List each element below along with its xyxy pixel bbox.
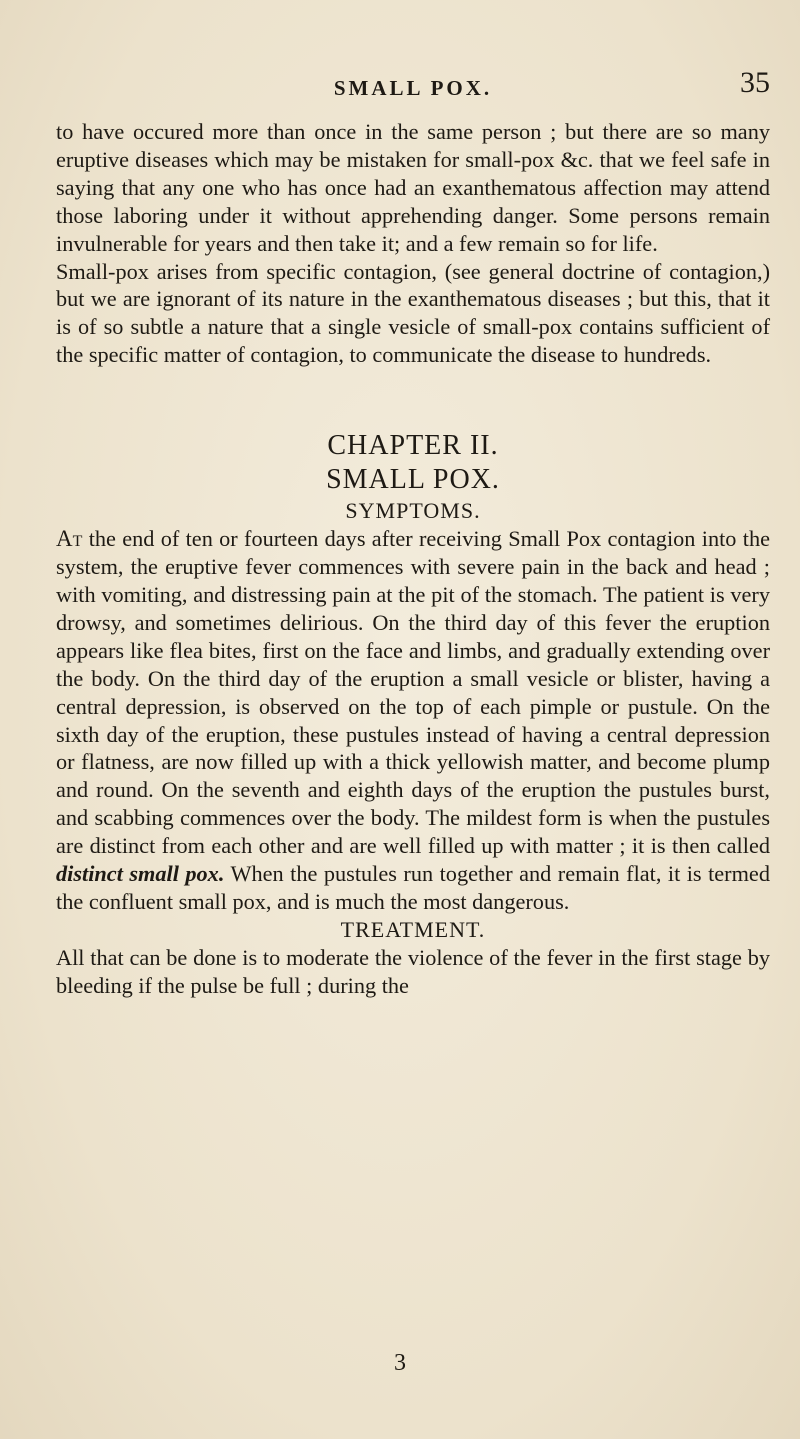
symptoms-paragraph: [56, 525, 770, 916]
symptoms-text-continued: When the pustules run together and remain flat, it is termed the confluent small pox, and is much the most dangerous.: [56, 861, 770, 914]
distinct-small-pox-term: distinct small pox.: [56, 861, 225, 887]
section-gap: [56, 369, 770, 429]
symptoms-text: the end of ten or fourteen days after receiving Small Pox contagion into the system, the eruptive fever commences with severe pain in the back and head ; with vomiting, and distressing pain at the pit of the stomach. The patient is very drowsy, and sometimes delirious. On the third day of this fever the eruption appears like flea bites, first on the face and limbs, and gradually extending over the body. On the third day of the eruption a small vesicle or blister, having a central depression, is observed on the top of each pimple or pustule. On the sixth day of the eruption, these pustules instead of having a central depression or flatness, are now filled up with a thick yellowish matter, and become plump and round. On the seventh and eighth days of the eruption the pustules burst, and scabbing commences over the body. The mildest form is when the pustules are distinct from each other and are well filled up with matter ; it is then called: [56, 526, 770, 859]
contagion-paragraph: Small-pox arises from specific contagion, (see general doctrine of contagion,) but we are ignorant of its nature in the exanthematous diseases ; but this, that it is of so subtle a nature that a single vesicle of small-pox contains sufficient of the specific matter of contagion, to communicate the disease to hundreds.: [56, 258, 770, 368]
symptoms-lead-word: At: [56, 526, 83, 552]
running-title: SMALL POX.: [333, 76, 493, 100]
page-number: 35: [740, 66, 770, 99]
symptoms-heading: SYMPTOMS.: [345, 498, 481, 524]
running-head: [56, 66, 770, 106]
treatment-heading: TREATMENT.: [340, 916, 486, 942]
body-text: [56, 118, 770, 1000]
signature-mark: 3: [394, 1350, 406, 1376]
opening-paragraph: to have occured more than once in the same person ; but there are so many eruptive diseases which may be mistaken for small-pox &c. that we feel safe in saying that any one who has once had an exanthematous affection may attend those laboring under it without apprehending danger. Some persons remain invulnerable for years and then take it; and a few remain so for life.: [56, 119, 770, 256]
treatment-paragraph: All that can be done is to moderate the violence of the fever in the first stage by bleeding if the pulse be full ; during the: [56, 944, 770, 998]
chapter-title: SMALL POX.: [326, 464, 500, 496]
chapter-label: CHAPTER II.: [327, 430, 499, 462]
